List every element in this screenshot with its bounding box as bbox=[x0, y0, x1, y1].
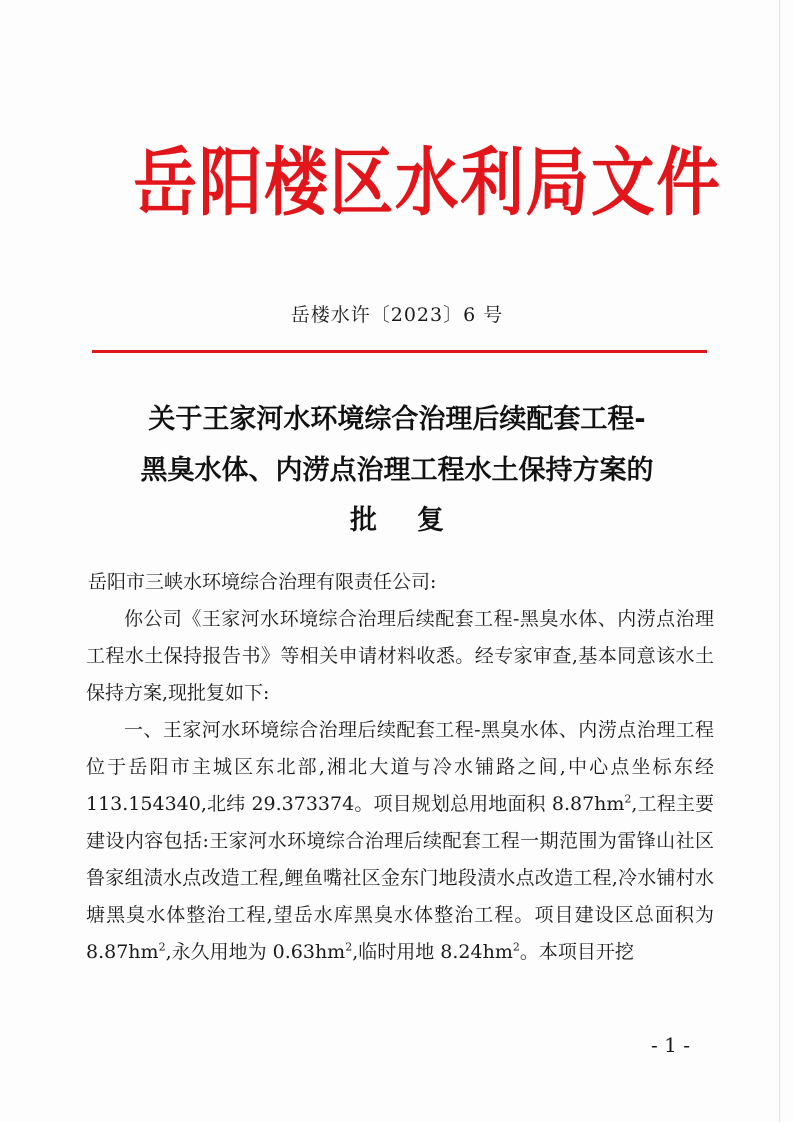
title-line-2: 黑臭水体、内涝点治理工程水土保持方案的 bbox=[140, 455, 654, 486]
title-line-3: 批复 bbox=[350, 505, 484, 536]
addressee: 岳阳市三峡水环境综合治理有限责任公司: bbox=[88, 571, 437, 593]
title-line-1: 关于王家河水环境综合治理后续配套工程- bbox=[148, 404, 646, 435]
scan-edge-line bbox=[779, 0, 780, 1122]
paragraph-2-part-d: ,临时用地 8.24hm bbox=[352, 941, 513, 963]
page-number: - 1 - bbox=[651, 1033, 690, 1057]
document-number: 岳楼水许〔2023〕6 号 bbox=[290, 304, 504, 326]
paragraph-2-part-c: ,永久用地为 0.63hm bbox=[165, 941, 346, 963]
superscript-2: 2 bbox=[512, 940, 520, 954]
paragraph-1: 你公司《王家河水环境综合治理后续配套工程-黑臭水体、内涝点治理工程水土保持报告书》等相关申请材料收悉。经专家审查,基本同意该水土保持方案,现批复如下: bbox=[86, 608, 714, 704]
paragraph-2-part-a: 一、王家河水环境综合治理后续配套工程-黑臭水体、内涝点治理工程位于岳阳市主城区东北部,湘北大道与冷水铺路之间,中心点坐标东经 113.154340,北纬 29.373374。项目规划总用地面积 8.87hm bbox=[86, 719, 714, 815]
paragraph-2 bbox=[86, 712, 714, 971]
superscript-2: 2 bbox=[624, 792, 632, 806]
paragraph-2-part-e: 。本项目开挖 bbox=[519, 941, 634, 963]
masthead-title: 岳阳楼区水利局文件 bbox=[133, 140, 722, 226]
superscript-2: 2 bbox=[345, 940, 353, 954]
red-divider-line bbox=[92, 350, 707, 353]
paragraph-2-part-b: ,工程主要建设内容包括:王家河水环境综合治理后续配套工程一期范围为雷锋山社区鲁家组渍水点改造工程,鲤鱼嘴社区金东门地段渍水点改造工程,冷水铺村水塘黑臭水体整治工程,望岳水库黑臭水体整治工程。项目建设区总面积为 8.87hm bbox=[86, 793, 714, 963]
superscript-2: 2 bbox=[158, 940, 166, 954]
